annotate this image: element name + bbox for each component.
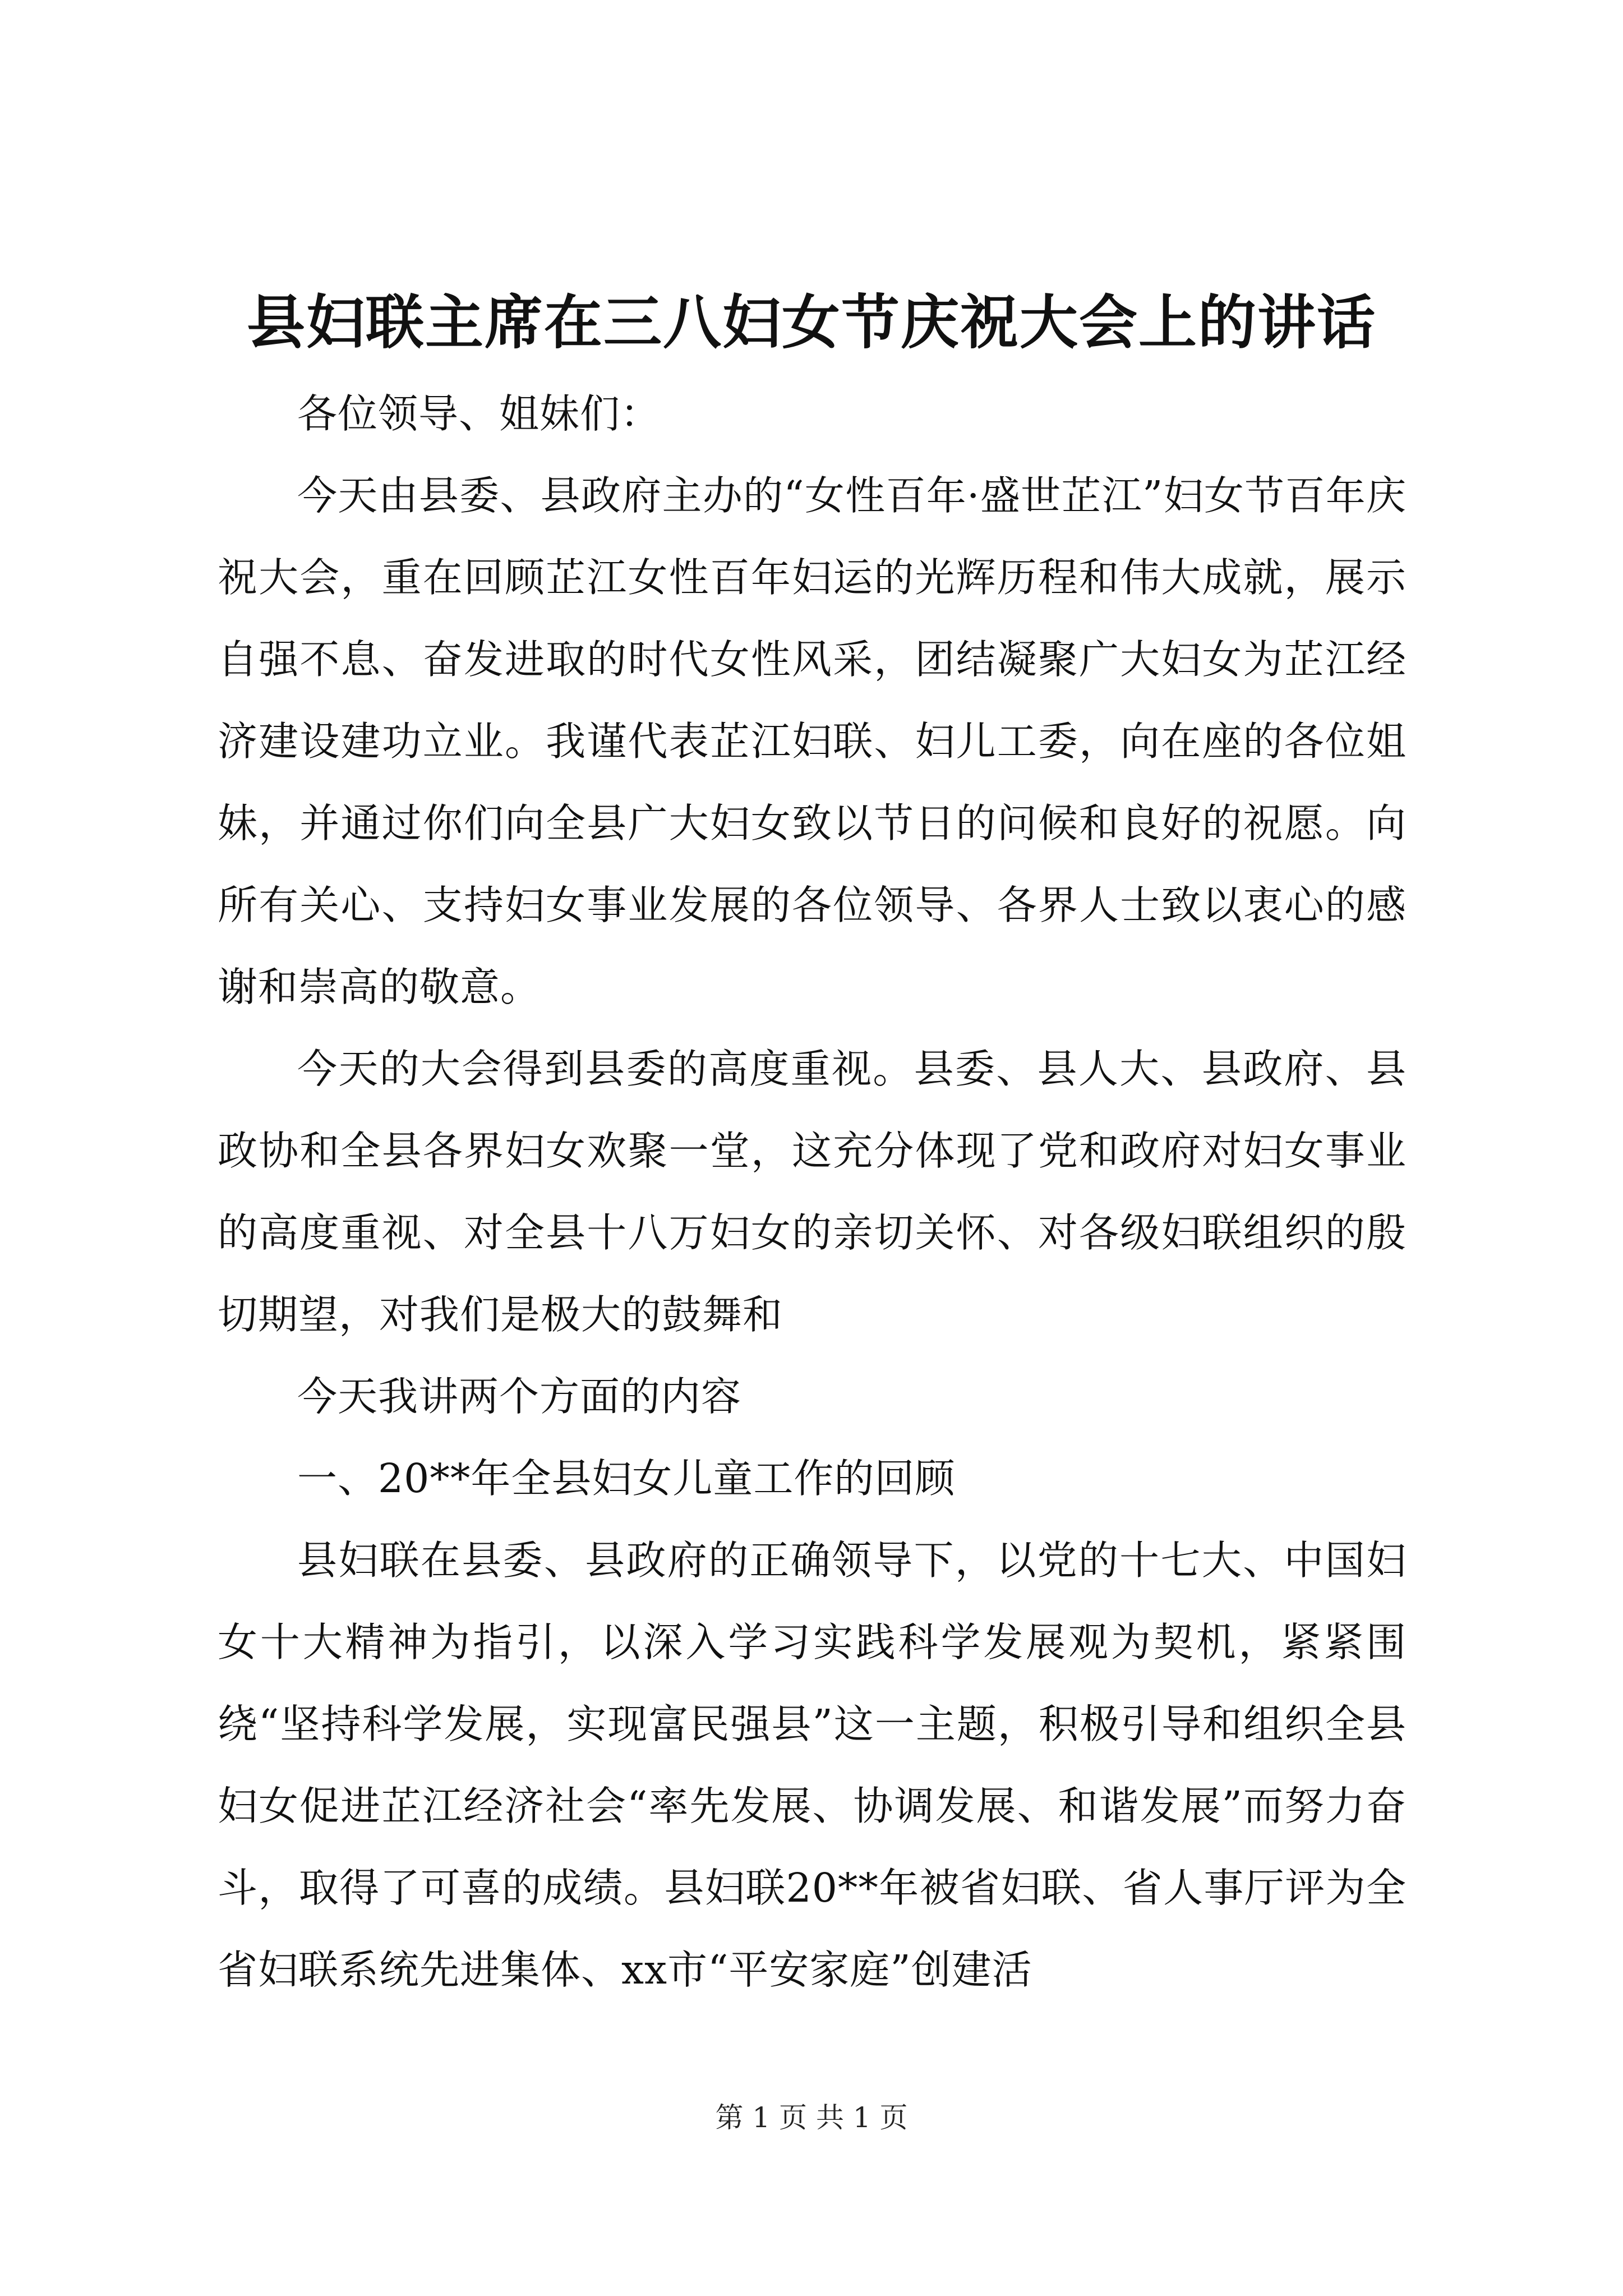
salutation-paragraph: 各位领导、姐妹们： bbox=[297, 390, 661, 437]
section-heading: 一、20**年全县妇女儿童工作的回顾 bbox=[297, 1455, 956, 1502]
document-title: 县妇联主席在三八妇女节庆祝大会上的讲话 bbox=[246, 288, 1376, 357]
body-paragraph: 县妇联在县委、县政府的正确领导下，以党的十七大、中国妇女十大精神为指引，以深入学习实践科学发展观为契机，紧紧围绕“坚持科学发展，实现富民强县”这一主题，积极引导和组织全县妇女促进芷江经济社会“率先发展、协调发展、和谐发展”而努力奋斗，取得了可喜的成绩。县妇联20**年被省妇联、省人事厅评为全省妇联系统先进集体、xx市“平安家庭”创建活 bbox=[218, 1537, 1407, 1993]
page-footer: 第 1 页 共 1 页 bbox=[715, 2101, 908, 2134]
body-paragraph: 今天的大会得到县委的高度重视。县委、县人大、县政府、县政协和全县各界妇女欢聚一堂，这充分体现了党和政府对妇女事业的高度重视、对全县十八万妇女的亲切关怀、对各级妇联组织的殷切期望，对我们是极大的鼓舞和 bbox=[218, 1046, 1407, 1338]
body-paragraph: 今天我讲两个方面的内容 bbox=[297, 1373, 742, 1420]
document-body bbox=[218, 373, 1407, 2011]
body-paragraph: 今天由县委、县政府主办的“女性百年·盛世芷江”妇女节百年庆祝大会，重在回顾芷江女性百年妇运的光辉历程和伟大成就，展示自强不息、奋发进取的时代女性风采，团结凝聚广大妇女为芷江经济建设建功立业。我谨代表芷江妇联、妇儿工委，向在座的各位姐妹，并通过你们向全县广大妇女致以节日的问候和良好的祝愿。向所有关心、支持妇女事业发展的各位领导、各界人士致以衷心的感谢和崇高的敬意。 bbox=[218, 472, 1407, 1010]
